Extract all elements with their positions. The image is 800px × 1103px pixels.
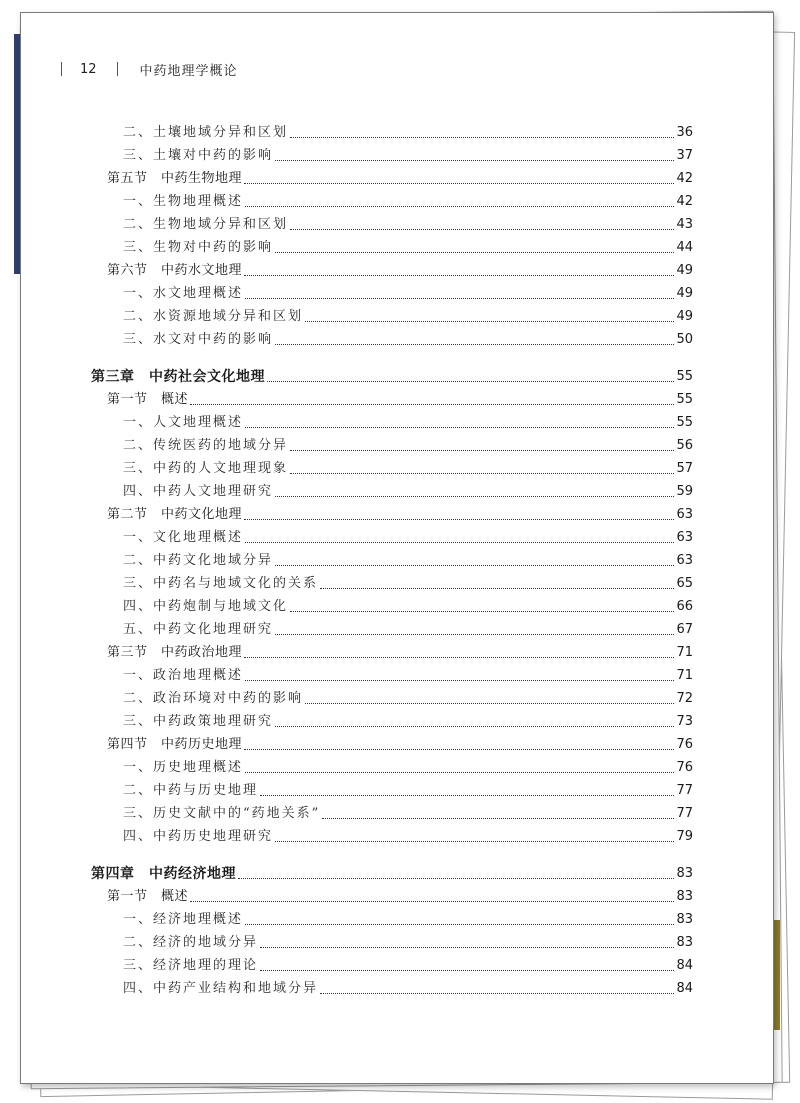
page-number: 12 [80,61,97,77]
toc-entry-title: 二、中药与历史地理 [123,783,259,798]
toc-entry-title: 三、中药名与地域文化的关系 [123,576,319,591]
toc-entry-title: 三、经济地理的理论 [123,958,259,973]
toc-entry-page: 65 [676,576,693,591]
toc-entry-title: 一、历史地理概述 [123,760,244,775]
dot-leader [275,634,674,635]
toc-entry-page: 63 [676,530,693,545]
toc-subsection [123,303,693,325]
dot-leader [245,427,674,428]
toc-subsection [123,708,693,730]
dot-leader [245,924,674,925]
dot-leader [290,473,674,474]
toc-entry-title: 五、中药文化地理研究 [123,622,274,637]
toc-entry-page: 55 [676,415,693,430]
dot-leader [322,818,674,819]
toc-entry-title: 三、中药政策地理研究 [123,714,274,729]
toc-entry-page: 57 [676,461,693,476]
toc-entry-page: 77 [676,783,693,798]
toc-section [107,257,693,279]
dot-leader [244,749,674,750]
dot-leader [238,878,674,879]
dot-leader [275,160,674,161]
toc-entry-title: 第四节 中药历史地理 [107,737,243,752]
toc-entry-title: 第三节 中药政治地理 [107,645,243,660]
toc-entry-title: 一、政治地理概述 [123,668,244,683]
toc-entry-page: 72 [676,691,693,706]
toc-entry-title: 一、水文地理概述 [123,286,244,301]
toc-entry-page: 71 [676,645,693,660]
toc-entry-title: 二、土壤地域分异和区划 [123,125,289,140]
toc-entry-page: 49 [676,309,693,324]
toc-entry-title: 三、历史文献中的“药地关系” [123,806,321,821]
dot-leader [275,252,674,253]
dot-leader [275,565,674,566]
toc-subsection [123,326,693,348]
toc-entry-title: 三、水文对中药的影响 [123,332,274,347]
dot-leader [260,947,674,948]
toc-entry-title: 一、经济地理概述 [123,912,244,927]
toc-entry-page: 49 [676,286,693,301]
toc-entry-page: 66 [676,599,693,614]
dot-leader [244,275,674,276]
toc-entry-page: 76 [676,760,693,775]
toc-entry-page: 83 [676,935,693,950]
dot-leader [260,970,674,971]
toc-entry-page: 67 [676,622,693,637]
dot-leader [290,137,674,138]
toc-entry-title: 四、中药人文地理研究 [123,484,274,499]
dot-leader [244,657,674,658]
toc-entry-page: 83 [676,866,693,881]
toc-entry-page: 79 [676,829,693,844]
book-title: 中药地理学概论 [139,63,238,79]
toc-section [107,883,693,905]
toc-entry-title: 第五节 中药生物地理 [107,171,243,186]
toc-entry-title: 三、土壤对中药的影响 [123,148,274,163]
toc-entry-page: 50 [676,332,693,347]
toc-subsection [123,280,693,302]
toc-subsection [123,119,693,141]
toc-subsection [123,929,693,951]
toc-entry-page: 42 [676,171,693,186]
toc-subsection [123,616,693,638]
toc-entry-page: 44 [676,240,693,255]
toc-entry-page: 59 [676,484,693,499]
toc-subsection [123,662,693,684]
toc-subsection [123,455,693,477]
toc-entry-title: 二、水资源地域分异和区划 [123,309,304,324]
dot-leader [190,901,674,902]
toc-section [107,731,693,753]
toc-entry-title: 四、中药历史地理研究 [123,829,274,844]
dot-leader [245,680,674,681]
toc-entry-title: 二、政治环境对中药的影响 [123,691,304,706]
toc-entry-page: 37 [676,148,693,163]
dot-leader [190,404,674,405]
toc-entry-title: 第三章 中药社会文化地理 [91,369,265,385]
toc-subsection [123,777,693,799]
dot-leader [290,450,674,451]
dot-leader [244,183,674,184]
dot-leader [275,726,674,727]
dot-leader [275,841,674,842]
toc-entry-page: 49 [676,263,693,278]
toc-entry-page: 42 [676,194,693,209]
header-divider [117,62,118,76]
toc-entry-page: 63 [676,553,693,568]
toc-subsection [123,478,693,500]
dot-leader [245,772,674,773]
toc-subsection [123,685,693,707]
toc-subsection [123,593,693,615]
toc-entry-title: 一、文化地理概述 [123,530,244,545]
toc-section [107,501,693,523]
toc-entry-title: 二、生物地域分异和区划 [123,217,289,232]
dot-leader [275,496,674,497]
toc-entry-title: 第六节 中药水文地理 [107,263,243,278]
toc-subsection [123,234,693,256]
toc-entry-page: 76 [676,737,693,752]
toc-subsection [123,823,693,845]
dot-leader [245,542,674,543]
toc-section [107,386,693,408]
toc-entry-title: 一、人文地理概述 [123,415,244,430]
toc-entry-title: 二、中药文化地域分异 [123,553,274,568]
toc-entry-title: 第四章 中药经济地理 [91,866,236,882]
toc-entry-title: 第一节 概述 [107,392,189,407]
toc-entry-page: 36 [676,125,693,140]
dot-leader [267,381,674,382]
toc-entry-page: 55 [676,369,693,384]
dot-leader [260,795,674,796]
toc-entry-page: 83 [676,912,693,927]
toc-subsection [123,432,693,454]
toc-entry-page: 55 [676,392,693,407]
toc-chapter [91,363,693,385]
toc-subsection [123,754,693,776]
header-divider [61,62,62,76]
toc-entry-title: 第一节 概述 [107,889,189,904]
toc-section [107,165,693,187]
toc-subsection [123,800,693,822]
toc-entry-title: 第二节 中药文化地理 [107,507,243,522]
toc-entry-page: 77 [676,806,693,821]
toc-chapter [91,860,693,882]
dot-leader [245,206,674,207]
toc-subsection [123,952,693,974]
book-page [20,12,774,1084]
dot-leader [305,321,674,322]
toc-entry-title: 四、中药产业结构和地域分异 [123,981,319,996]
toc-entry-title: 二、传统医药的地域分异 [123,438,289,453]
toc-subsection [123,524,693,546]
toc-entry-title: 三、中药的人文地理现象 [123,461,289,476]
toc-entry-title: 一、生物地理概述 [123,194,244,209]
toc-entry-page: 56 [676,438,693,453]
toc-entry-title: 三、生物对中药的影响 [123,240,274,255]
toc-entry-page: 73 [676,714,693,729]
toc-subsection [123,211,693,233]
toc-entry-page: 84 [676,981,693,996]
toc-subsection [123,570,693,592]
toc-entry-title: 二、经济的地域分异 [123,935,259,950]
toc-entry-page: 71 [676,668,693,683]
toc-entry-page: 43 [676,217,693,232]
toc-subsection [123,975,693,997]
toc-section [107,639,693,661]
toc-subsection [123,547,693,569]
dot-leader [290,229,674,230]
toc-entry-title: 四、中药炮制与地域文化 [123,599,289,614]
toc-subsection [123,906,693,928]
dot-leader [275,344,674,345]
dot-leader [320,993,674,994]
toc-subsection [123,188,693,210]
toc-subsection [123,142,693,164]
running-header [61,59,238,79]
dot-leader [320,588,674,589]
toc-entry-page: 63 [676,507,693,522]
toc-subsection [123,409,693,431]
dot-leader [245,298,674,299]
toc-entry-page: 84 [676,958,693,973]
dot-leader [244,519,674,520]
dot-leader [290,611,674,612]
toc-entry-page: 83 [676,889,693,904]
dot-leader [305,703,674,704]
